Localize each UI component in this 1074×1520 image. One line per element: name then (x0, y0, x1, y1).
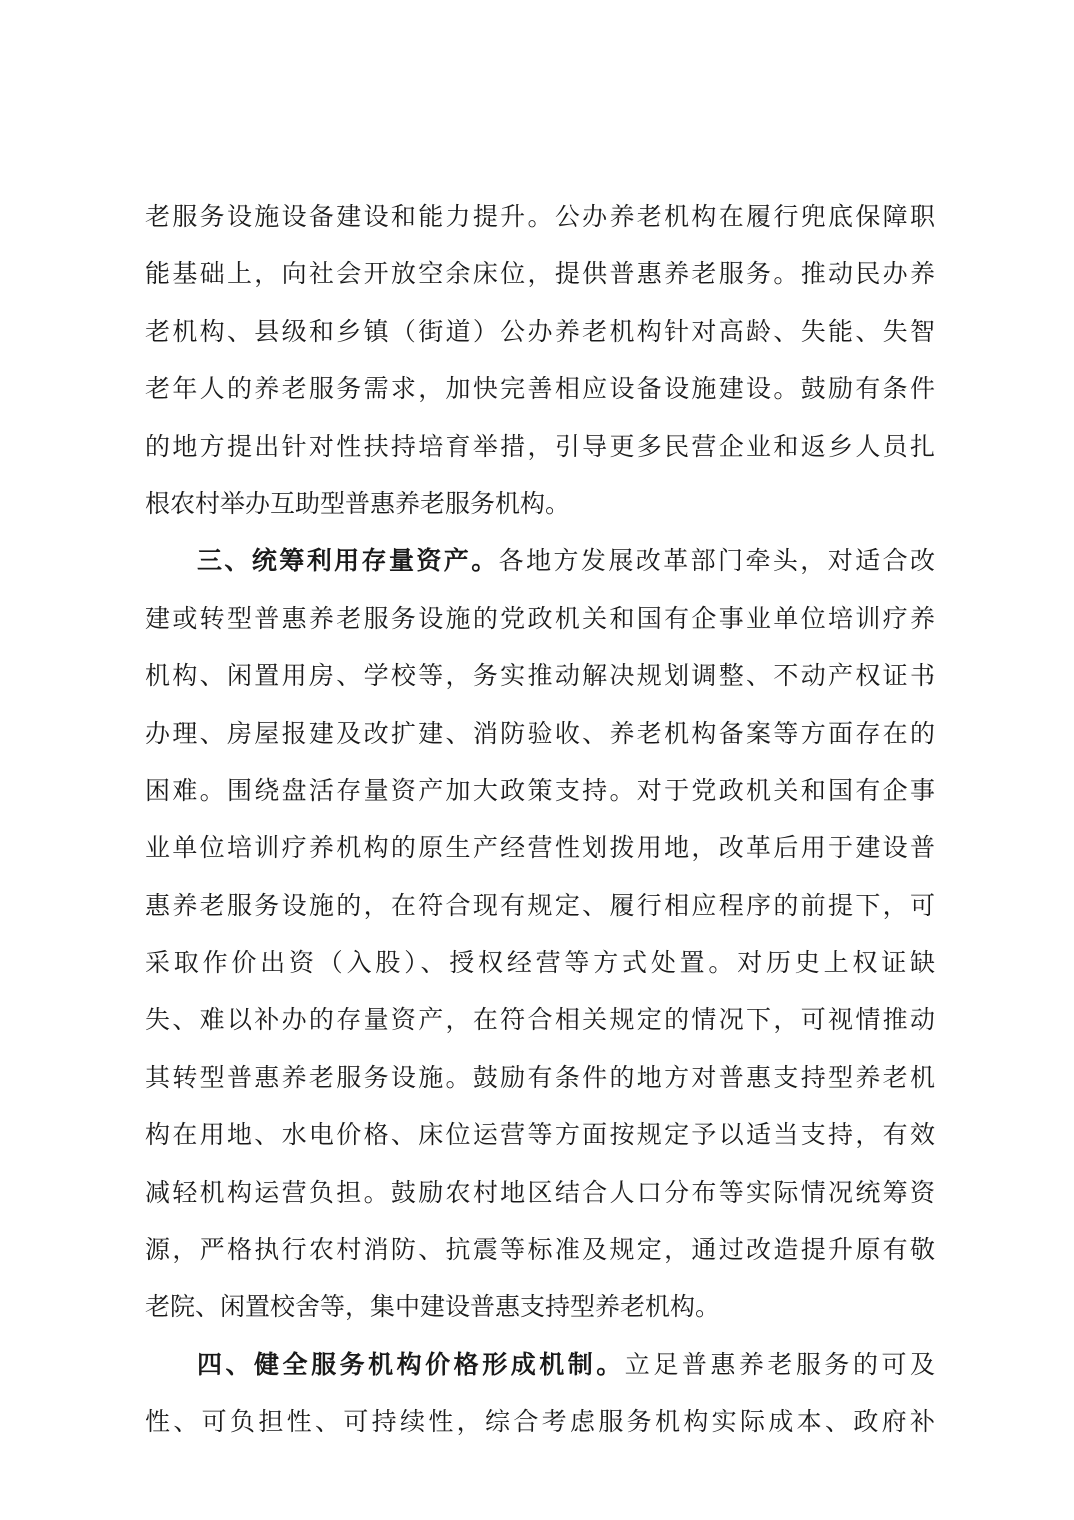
text-line: 困难。围绕盘活存量资产加大政策支持。对于党政机关和国有企事 (145, 775, 935, 805)
text-line: 根农村举办互助型普惠养老服务机构。 (145, 488, 571, 518)
text-line: 机构、闲置用房、学校等，务实推动解决规划调整、不动产权证书 (145, 661, 935, 691)
text-line: 构在用地、水电价格、床位运营等方面按规定予以适当支持，有效 (145, 1120, 935, 1150)
text-line: 惠养老服务设施的，在符合现有规定、履行相应程序的前提下，可 (145, 890, 935, 920)
body-text (145, 188, 935, 1451)
text-line: 办理、房屋报建及改扩建、消防验收、养老机构备案等方面存在的 (145, 718, 935, 748)
text-line: 源，严格执行农村消防、抗震等标准及规定，通过改造提升原有敬 (145, 1235, 935, 1265)
text-run: 立足普惠养老服务的可及 (624, 1349, 935, 1379)
text-line: 性、可负担性、可持续性，综合考虑服务机构实际成本、政府补 (145, 1407, 935, 1437)
text-line: 建或转型普惠养老服务设施的党政机关和国有企事业单位培训疗养 (145, 603, 935, 633)
text-line: 能基础上，向社会开放空余床位，提供普惠养老服务。推动民办养 (145, 259, 935, 289)
text-line: 老机构、县级和乡镇（街道）公办养老机构针对高龄、失能、失智 (145, 316, 935, 346)
section-three-first-line (145, 532, 935, 589)
text-line: 失、难以补办的存量资产，在符合相关规定的情况下，可视情推动 (145, 1005, 935, 1035)
text-run: 各地方发展改革部门牵头，对适合改 (498, 546, 935, 576)
section-heading: 三、统筹利用存量资产。 (197, 546, 499, 576)
section-four-first-line (145, 1336, 935, 1393)
section-heading: 四、健全服务机构价格形成机制。 (197, 1349, 625, 1379)
text-line: 老年人的养老服务需求，加快完善相应设备设施建设。鼓励有条件 (145, 374, 935, 404)
text-line: 老服务设施设备建设和能力提升。公办养老机构在履行兜底保障职 (145, 202, 935, 231)
text-line: 减轻机构运营负担。鼓励农村地区结合人口分布等实际情况统筹资 (145, 1177, 935, 1207)
text-line: 的地方提出针对性扶持培育举措，引导更多民营企业和返乡人员扎 (145, 431, 935, 461)
text-line: 老院、闲置校舍等，集中建设普惠支持型养老机构。 (145, 1292, 721, 1322)
text-line: 采取作价出资（入股）、授权经营等方式处置。对历史上权证缺 (145, 948, 935, 978)
text-line: 其转型普惠养老服务设施。鼓励有条件的地方对普惠支持型养老机 (145, 1062, 935, 1092)
text-line: 业单位培训疗养机构的原生产经营性划拨用地，改革后用于建设普 (145, 833, 935, 863)
